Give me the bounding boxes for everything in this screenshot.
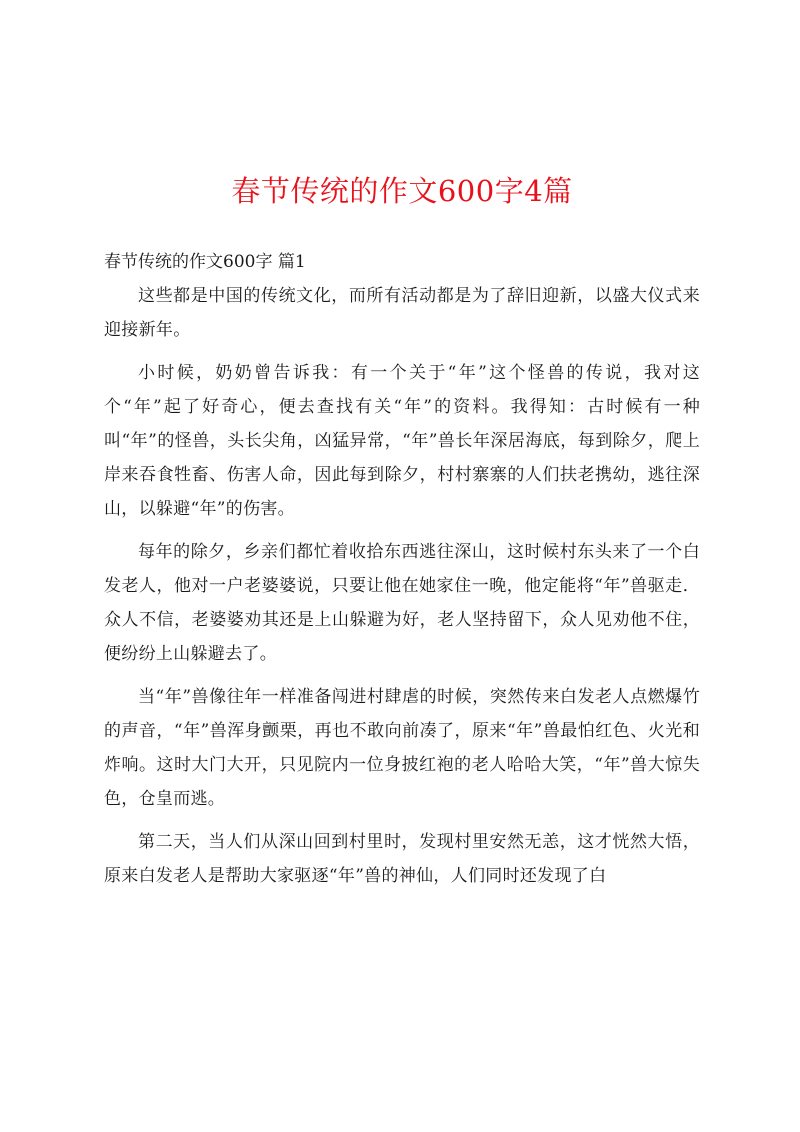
paragraph-5: 第二天，当人们从深山回到村里时，发现村里安然无恙，这才恍然大悟，原来白发老人是帮助大家驱逐“年”兽的神仙，人们同时还发现了白 bbox=[104, 832, 700, 886]
document-title: 春节传统的作文600字4篇 bbox=[231, 174, 573, 208]
document-body bbox=[104, 279, 700, 893]
section-heading: 春节传统的作文600字 篇1 bbox=[104, 252, 306, 272]
paragraph-1: 这些都是中国的传统文化，而所有活动都是为了辞旧迎新，以盛大仪式来迎接新年。 bbox=[104, 286, 700, 340]
paragraph-4: 当“年”兽像往年一样准备闯进村肆虐的时候，突然传来白发老人点燃爆竹的声音，“年”兽浑身颤栗，再也不敢向前凑了，原来“年”兽最怕红色、火光和炸响。这时大门大开，只见院内一位身披红袍的老人哈哈大笑，“年”兽大惊失色，仓皇而逃。 bbox=[104, 687, 700, 809]
paragraph-3: 每年的除夕，乡亲们都忙着收拾东西逃往深山，这时候村东头来了一个白发老人，他对一户老婆婆说，只要让他在她家住一晚，他定能将“年”兽驱走．众人不信，老婆婆劝其还是上山躲避为好，老人坚持留下，众人见劝他不住，便纷纷上山躲避去了。 bbox=[104, 542, 700, 664]
paragraph-2: 小时候，奶奶曾告诉我：有一个关于“年”这个怪兽的传说，我对这个“年”起了好奇心，便去查找有关“年”的资料。我得知：古时候有一种叫“年”的怪兽，头长尖角，凶猛异常，“年”兽长年深居海底，每到除夕，爬上岸来吞食牲畜、伤害人命，因此每到除夕，村村寨寨的人们扶老携幼，逃往深山，以躲避“年”的伤害。 bbox=[104, 363, 700, 519]
